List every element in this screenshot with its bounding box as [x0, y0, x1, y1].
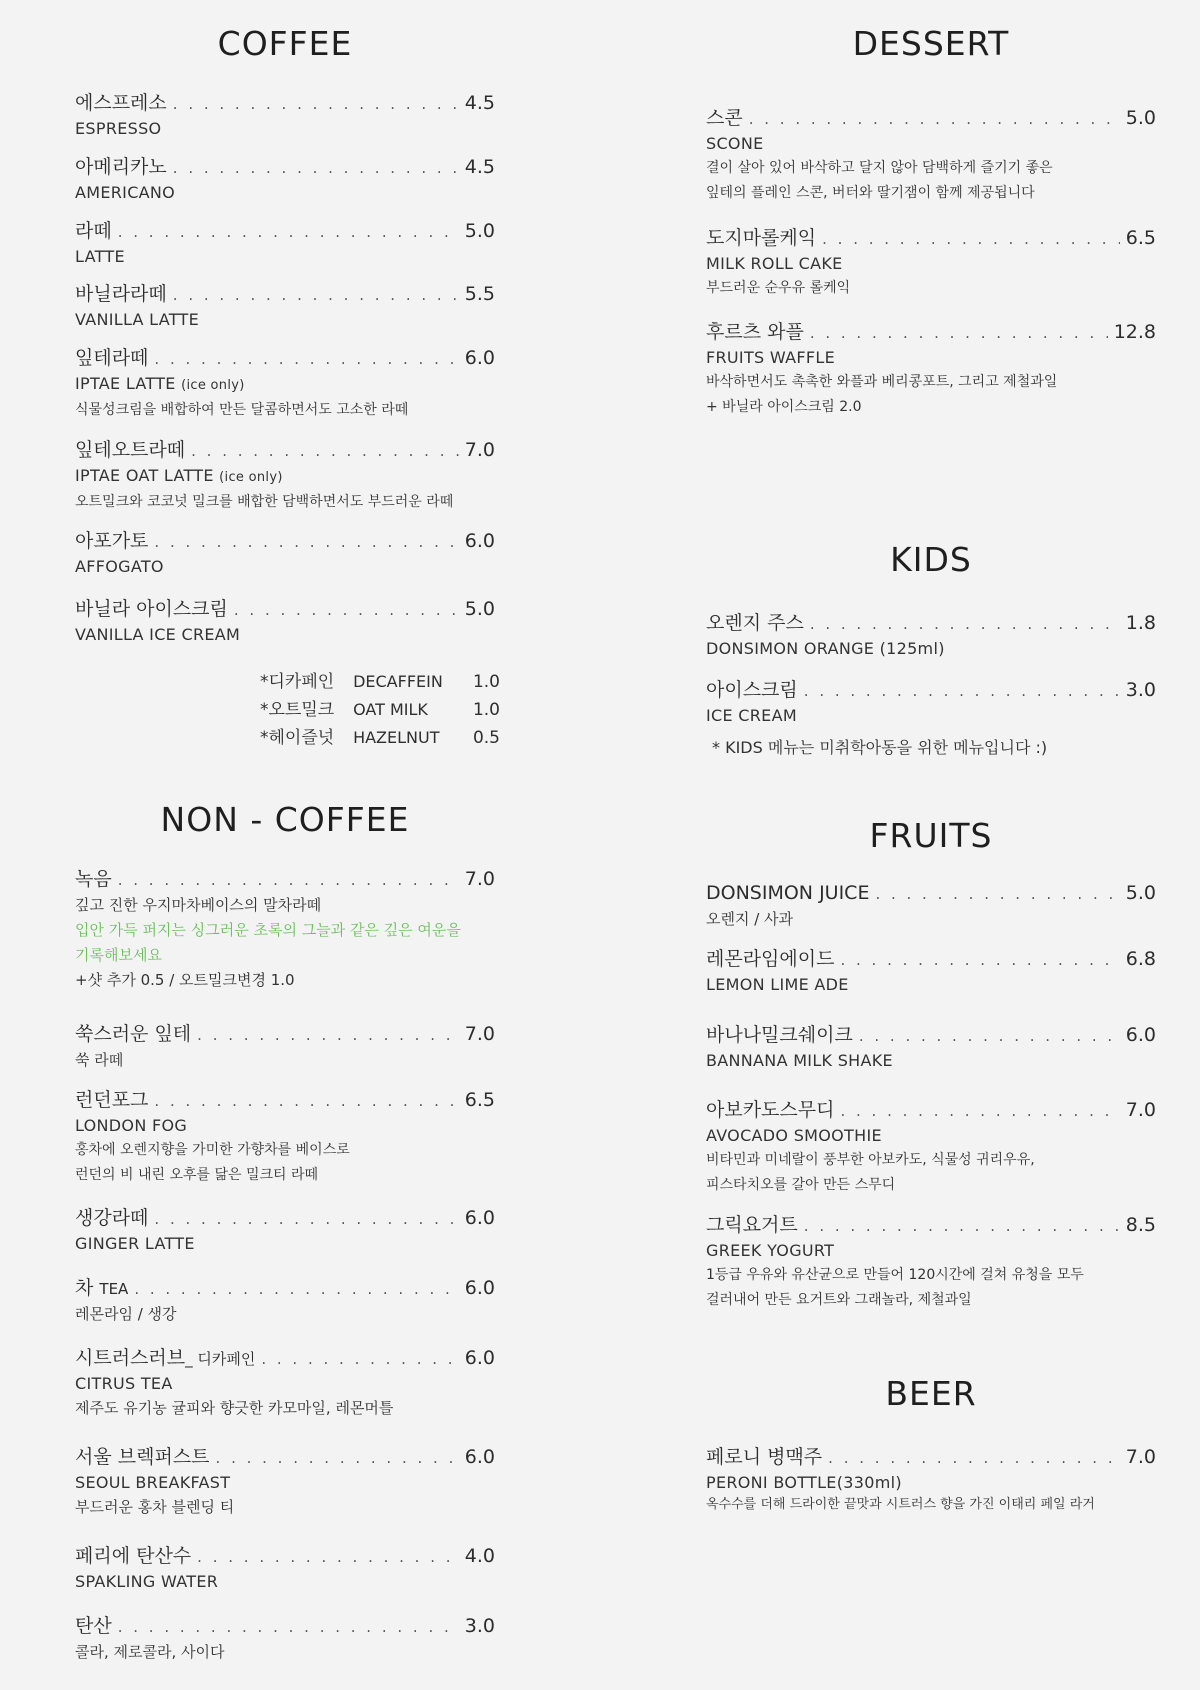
- item-english: BANNANA MILK SHAKE: [706, 1051, 893, 1070]
- item-price: 6.0: [464, 1207, 495, 1229]
- item-english: VANILLA LATTE: [75, 310, 200, 329]
- item-name: 바닐라라떼: [75, 283, 167, 305]
- item-description: 바삭하면서도 촉촉한 와플과 베리콩포트, 그리고 제철과일: [706, 374, 1058, 390]
- item-english: SEOUL BREAKFAST: [75, 1473, 231, 1492]
- item-price: 6.8: [1125, 948, 1156, 970]
- item-english: SPAKLING WATER: [75, 1572, 219, 1591]
- item-price: 6.0: [464, 530, 495, 552]
- item-english: GINGER LATTE: [75, 1234, 195, 1253]
- item-description: 깊고 진한 우지마차베이스의 말차라떼: [75, 896, 322, 914]
- item-name: 바나나밀크쉐이크: [706, 1024, 853, 1046]
- item-name: 시트러스러브: [75, 1347, 186, 1369]
- item-name: 차: [75, 1277, 94, 1299]
- item-description: 오렌지 / 사과: [706, 910, 794, 928]
- menu-item: [75, 345, 495, 423]
- item-name: 라떼: [75, 220, 112, 242]
- menu-item: [706, 1097, 1156, 1198]
- menu-item: [75, 1205, 495, 1256]
- item-description: 홍차에 오렌지향을 가미한 가향차를 베이스로: [75, 1142, 350, 1158]
- item-price: 7.0: [464, 868, 495, 890]
- item-name: 생강라떼: [75, 1207, 149, 1229]
- item-name: 후르츠 와플: [706, 321, 804, 343]
- non-coffee-title: NON - COFFEE: [160, 800, 410, 839]
- menu-item: [706, 677, 1156, 728]
- menu-item: [75, 1613, 495, 1665]
- menu-item: [75, 528, 495, 579]
- extra-option: [260, 696, 500, 724]
- item-price: 7.0: [464, 439, 495, 461]
- extra-name: *헤이즐넛: [260, 728, 335, 748]
- item-name: 그릭요거트: [706, 1214, 798, 1236]
- item-price: 4.0: [464, 1545, 495, 1567]
- item-english: MILK ROLL CAKE: [706, 254, 843, 273]
- dessert-title: DESSERT: [852, 24, 1010, 63]
- item-name: 스콘: [706, 107, 743, 129]
- menu-item: [75, 866, 495, 993]
- menu-item: [75, 218, 495, 269]
- item-description: 오트밀크와 코코넛 밀크를 배합한 담백하면서도 부드러운 라떼: [75, 494, 454, 510]
- item-description: 런던의 비 내린 오후를 닮은 밀크티 라떼: [75, 1167, 319, 1183]
- item-price: 5.0: [464, 220, 495, 242]
- fruits-title: FRUITS: [869, 816, 993, 855]
- item-description: 레몬라임 / 생강: [75, 1305, 177, 1323]
- menu-item: [75, 1543, 495, 1594]
- item-price: 6.0: [1125, 1024, 1156, 1046]
- item-english: LEMON LIME ADE: [706, 975, 849, 994]
- item-english: CITRUS TEA: [75, 1374, 173, 1393]
- menu-item: [706, 319, 1156, 420]
- menu-item: [706, 1444, 1156, 1515]
- coffee-title: COFFEE: [217, 24, 353, 63]
- item-name-sub: _ 디카페인: [185, 1350, 256, 1368]
- item-name: 오렌지 주스: [706, 612, 804, 634]
- item-description: 식물성크림을 배합하여 만든 달콤하면서도 고소한 라떼: [75, 402, 409, 418]
- menu-item: [75, 1021, 495, 1073]
- item-price: 5.0: [1125, 882, 1156, 904]
- kids-note: * KIDS 메뉴는 미취학아동을 위한 메뉴입니다 :): [712, 738, 1048, 757]
- item-name: 레몬라임에이드: [706, 948, 835, 970]
- item-english: ESPRESSO: [75, 119, 162, 138]
- extra-option: [260, 668, 500, 696]
- item-price: 1.8: [1125, 612, 1156, 634]
- item-english: ICE CREAM: [706, 706, 797, 725]
- kids-title: KIDS: [890, 540, 972, 579]
- item-price: 6.0: [464, 1446, 495, 1468]
- item-price: 5.5: [464, 283, 495, 305]
- menu-item: [706, 1022, 1156, 1073]
- item-description: 1등급 우유와 유산균으로 만들어 120시간에 걸쳐 유청을 모두: [706, 1267, 1084, 1283]
- item-name: 잎테오트라떼: [75, 439, 186, 461]
- menu-item: [75, 1345, 495, 1421]
- item-name: 에스프레소: [75, 92, 167, 114]
- item-description-green: 입안 가득 퍼지는 싱그러운 초록의 그늘과 같은 깊은 여운을: [75, 921, 461, 939]
- item-english: VANILLA ICE CREAM: [75, 625, 241, 644]
- item-name: 탄산: [75, 1615, 112, 1637]
- item-price: 5.0: [1125, 107, 1156, 129]
- item-description: 결이 살아 있어 바삭하고 달지 않아 담백하게 즐기기 좋은: [706, 160, 1053, 176]
- item-name: 페로니 병맥주: [706, 1446, 823, 1468]
- item-price: 4.5: [464, 92, 495, 114]
- item-name: 도지마롤케익: [706, 227, 817, 249]
- item-price: 6.0: [464, 347, 495, 369]
- item-english: AVOCADO SMOOTHIE: [706, 1126, 882, 1145]
- extra-english: DECAFFEIN: [353, 672, 443, 691]
- menu-item: [706, 880, 1156, 932]
- menu-item: [75, 596, 495, 647]
- item-name: 페리에 탄산수: [75, 1545, 192, 1567]
- item-name: 아메리카노: [75, 156, 167, 178]
- item-description: 콜라, 제로콜라, 사이다: [75, 1643, 225, 1661]
- item-description: 피스타치오를 갈아 만든 스무디: [706, 1177, 896, 1193]
- extra-price: 0.5: [472, 728, 500, 748]
- item-english: PERONI BOTTLE(330ml): [706, 1473, 902, 1492]
- item-price: 12.8: [1113, 321, 1156, 343]
- item-price: 7.0: [464, 1023, 495, 1045]
- menu-item: [706, 610, 1156, 661]
- menu-item: [75, 437, 495, 515]
- item-description: + 바닐라 아이스크림 2.0: [706, 399, 862, 415]
- menu-item: [75, 281, 495, 332]
- item-name: 바닐라 아이스크림: [75, 598, 228, 620]
- extra-name: *디카페인: [260, 672, 335, 692]
- item-english: AMERICANO: [75, 183, 176, 202]
- item-name: 아포가토: [75, 530, 149, 552]
- item-english: AFFOGATO: [75, 557, 164, 576]
- menu-item: [75, 1444, 495, 1520]
- item-name-sub: TEA: [99, 1280, 129, 1298]
- menu-item: [75, 154, 495, 205]
- item-price: 4.5: [464, 156, 495, 178]
- item-price: 6.0: [464, 1347, 495, 1369]
- item-description: 잎테의 플레인 스콘, 버터와 딸기잼이 함께 제공됩니다: [706, 185, 1035, 201]
- item-name: 잎테라떼: [75, 347, 149, 369]
- item-name: 아이스크림: [706, 679, 798, 701]
- item-name: DONSIMON JUICE: [706, 882, 870, 904]
- item-price: 6.5: [1125, 227, 1156, 249]
- item-english: LATTE: [75, 247, 125, 266]
- item-name: 쑥스러운 잎테: [75, 1023, 192, 1045]
- item-price: 8.5: [1125, 1214, 1156, 1236]
- extra-english: HAZELNUT: [353, 728, 440, 747]
- extra-price: 1.0: [472, 700, 500, 720]
- beer-title: BEER: [885, 1374, 977, 1413]
- item-description-green: 기록해보세요: [75, 946, 162, 964]
- item-english: GREEK YOGURT: [706, 1241, 835, 1260]
- item-note: (ice only): [181, 378, 245, 393]
- item-price: 7.0: [1125, 1446, 1156, 1468]
- menu-item: [75, 1087, 495, 1188]
- item-english: LONDON FOG: [75, 1116, 188, 1135]
- item-price: 3.0: [464, 1615, 495, 1637]
- item-english: IPTAE LATTE: [75, 374, 176, 393]
- menu-item: [706, 105, 1156, 206]
- item-english: FRUITS WAFFLE: [706, 348, 835, 367]
- menu-item: [75, 1275, 495, 1327]
- item-option-note: +샷 추가 0.5 / 오트밀크변경 1.0: [75, 971, 295, 989]
- extra-english: OAT MILK: [353, 700, 428, 719]
- item-note: (ice only): [219, 470, 283, 485]
- item-english: DONSIMON ORANGE (125ml): [706, 639, 945, 658]
- extra-price: 1.0: [472, 672, 500, 692]
- item-name: 런던포그: [75, 1089, 149, 1111]
- item-description: 제주도 유기농 귤피와 향긋한 카모마일, 레몬머틀: [75, 1399, 394, 1417]
- menu-item: [706, 946, 1156, 997]
- item-price: 6.0: [464, 1277, 495, 1299]
- item-description: 부드러운 순우유 롤케익: [706, 280, 851, 296]
- item-name: 아보카도스무디: [706, 1099, 835, 1121]
- menu-item: [75, 90, 495, 141]
- item-price: 7.0: [1125, 1099, 1156, 1121]
- item-description: 비타민과 미네랄이 풍부한 아보카도, 식물성 귀리우유,: [706, 1152, 1035, 1168]
- menu-item: [706, 1212, 1156, 1313]
- item-english: IPTAE OAT LATTE: [75, 466, 214, 485]
- item-english: SCONE: [706, 134, 764, 153]
- extra-option: [260, 724, 500, 752]
- item-name: 서울 브렉퍼스트: [75, 1446, 210, 1468]
- menu-item: [706, 225, 1156, 301]
- item-description: 부드러운 홍차 블렌딩 티: [75, 1498, 235, 1516]
- item-description: 옥수수를 더해 드라이한 끝맛과 시트러스 향을 가진 이태리 페일 라거: [706, 1497, 1095, 1512]
- extra-name: *오트밀크: [260, 700, 335, 720]
- item-price: 3.0: [1125, 679, 1156, 701]
- item-description: 걸러내어 만든 요거트와 그래놀라, 제철과일: [706, 1292, 972, 1308]
- coffee-extras: [260, 668, 500, 752]
- item-description: 쑥 라떼: [75, 1051, 124, 1069]
- item-name: 녹음: [75, 868, 112, 890]
- item-price: 6.5: [464, 1089, 495, 1111]
- item-price: 5.0: [464, 598, 495, 620]
